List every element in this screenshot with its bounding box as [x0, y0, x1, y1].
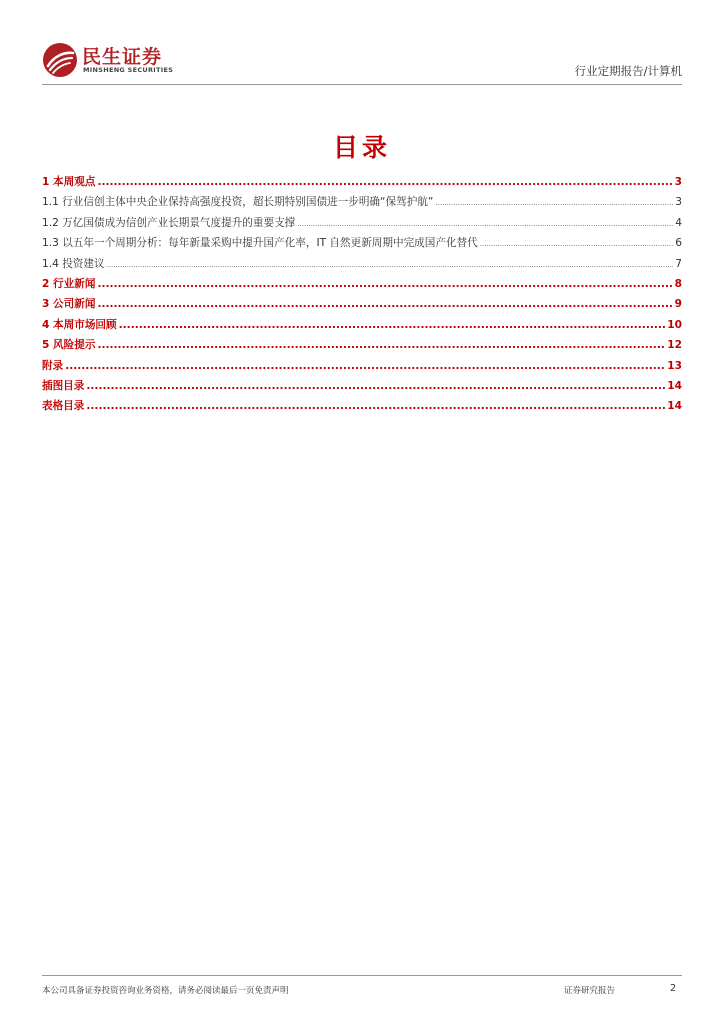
footer-disclaimer: 本公司具备证券投资咨询业务资格，请务必阅读最后一页免责声明 [42, 986, 289, 996]
toc-entry-label: 1 本周观点 [42, 176, 96, 188]
toc-entry-page: 6 [675, 237, 682, 250]
toc-entry-page: 4 [675, 216, 682, 229]
toc-dot-leader [97, 278, 672, 290]
toc-entry-label: 插图目录 [42, 379, 85, 392]
toc-entry-page: 3 [675, 196, 682, 209]
toc-entry-page: 3 [674, 176, 682, 188]
toc-entry-label: 1.1 行业信创主体中央企业保持高强度投资，超长期特别国债进一步明确“保驾护航” [42, 196, 434, 209]
toc-entry[interactable] [42, 296, 682, 316]
toc-entry-label: 1.2 万亿国债成为信创产业长期景气度提升的重要支撑 [42, 216, 296, 229]
toc-entry[interactable] [42, 317, 682, 337]
toc-entry-page: 13 [667, 359, 682, 372]
minsheng-logo-icon [42, 42, 78, 78]
toc-dot-leader [97, 176, 672, 188]
toc-entry[interactable] [42, 235, 682, 255]
footer-doc-type: 证券研究报告 [564, 986, 616, 996]
toc-dot-leader [297, 220, 673, 228]
toc-entry[interactable] [42, 256, 682, 276]
toc-entry-page: 14 [667, 379, 682, 392]
page-number: 2 [670, 983, 677, 994]
toc-entry-label: 2 行业新闻 [42, 277, 96, 290]
header-divider [42, 84, 682, 85]
toc-dot-leader [86, 400, 665, 412]
toc-entry-page: 9 [674, 298, 682, 311]
report-category: 行业定期报告/计算机 [574, 64, 682, 78]
toc-entry-label: 5 风险提示 [42, 339, 96, 352]
toc-entry[interactable] [42, 276, 682, 296]
toc-entry-page: 10 [667, 318, 682, 331]
toc-title: 目录 [332, 133, 391, 162]
toc-dot-leader [480, 240, 674, 248]
toc-entry[interactable] [42, 194, 682, 214]
toc-entry-page: 7 [675, 257, 682, 270]
minsheng-logo [42, 40, 182, 80]
footer-divider [42, 975, 682, 976]
toc-entry-label: 4 本周市场回顾 [42, 318, 117, 331]
toc-entry-label: 1.3 以五年一个周期分析：每年新量采购中提升国产化率，IT 自然更新周期中完成国产化替代 [42, 237, 478, 250]
toc-entry-page: 8 [674, 277, 682, 290]
toc-entry[interactable] [42, 215, 682, 235]
toc-dot-leader [97, 298, 672, 310]
toc-entry[interactable] [42, 337, 682, 357]
toc-entry-label: 1.4 投资建议 [42, 257, 105, 270]
logo-text-cn: 民生证券 [82, 46, 163, 68]
page-header [42, 40, 682, 88]
toc-entry[interactable] [42, 174, 682, 194]
logo-text-en: MINSHENG SECURITIES [83, 66, 174, 74]
toc-entry[interactable] [42, 398, 682, 418]
toc-entry[interactable] [42, 358, 682, 378]
toc-entry-label: 3 公司新闻 [42, 298, 96, 311]
toc-dot-leader [86, 380, 665, 392]
toc-dot-leader [97, 339, 665, 351]
toc-entry-page: 14 [667, 400, 682, 413]
toc-entry-label: 表格目录 [42, 400, 85, 413]
toc-entry-page: 12 [667, 339, 682, 352]
toc-dot-leader [119, 319, 666, 331]
toc-dot-leader [435, 199, 673, 207]
toc-entry-label: 附录 [42, 359, 64, 372]
table-of-contents [42, 174, 682, 419]
toc-dot-leader [65, 360, 665, 372]
toc-dot-leader [107, 261, 674, 269]
toc-entry[interactable] [42, 378, 682, 398]
